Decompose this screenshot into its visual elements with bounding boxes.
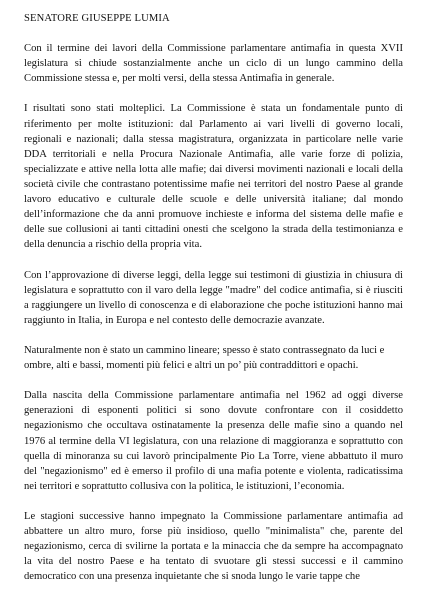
paragraph-intro: Con il termine dei lavori della Commissione parlamentare antimafia in questa XVII legislatura si chiude sostanzialmente anche un ciclo di un lungo cammino della Commissione stessa e, per molti versi, della stessa Antimafia in generale. — [24, 43, 403, 85]
paragraph-path: Naturalmente non è stato un cammino lineare; spesso è stato contrassegnato da luci e ombre, alti e bassi, momenti più felici e altri un po’ più contraddittori e opachi. — [24, 344, 385, 372]
paragraph-seasons: Le stagioni successive hanno impegnato la Commissione parlamentare antimafia ad abbattere un altro muro, forse più insidioso, quello "minimalista" che, parente del negazionismo, cerca di svilirne la portata e la minaccia che da sempre ha accompagnato la vita del nostro Paese e ha tentato di svuotare gli stessi successi e il cammino democratico con una presenza inquietante che si snoda lungo le varie tappe che — [24, 511, 403, 583]
document-page — [24, 11, 403, 600]
paragraph-history: Dalla nascita della Commissione parlamentare antimafia nel 1962 ad oggi diverse generazioni di esponenti politici si sono dovute confrontare con il cosiddetto negazionismo che occultava ostinatamente la presenza delle mafie sino a quando nel 1976 al termine della VI legislatura, con una relazione di maggioranza e soprattutto con quella di minoranza su cui lavorò principalmente Pio La Torre, viene abbattuto il muro del "negazionismo" ed è emerso il profilo di una mafia potente e violenta, radicatissima nei territori e soprattutto collusiva con la politica, le istituzioni, l’economia. — [24, 390, 403, 492]
document-heading: SENATORE GIUSEPPE LUMIA — [24, 13, 170, 24]
paragraph-laws: Con l’approvazione di diverse leggi, della legge sui testimoni di giustizia in chiusura di legislatura e soprattutto con il varo della legge "madre" del codice antimafia, si è riusciti a raggiungere un livello di conoscenza e di elaborazione che poche istituzioni hanno mai raggiunto in Italia, in Europa e nel contesto delle democrazie avanzate. — [24, 269, 403, 326]
paragraph-results: I risultati sono stati molteplici. La Commissione è stata un fondamentale punto di riferimento per molte istituzioni: dal Parlamento ai vari livelli di governo locali, regionali e nazionali; dalla stessa magistratura, organizzata in particolare nelle varie DDA territoriali e nella Procura Nazionale Antimafia, alle varie forze di polizia, specializzate e attive nella lotta alle mafie; dai diversi movimenti nazionali e locali della società civile che contrastano potentissime mafie nei territori del nostro Paese al grande lavoro educativo e culturale delle scuole e delle università italiane; dal mondo dell’informazione che da anni promuove inchieste e informa del sistema delle mafie e delle sue collusioni ai tanti cittadini onesti che scelgono la strada della testimonianza e della denuncia a rischio della propria vita. — [24, 103, 403, 251]
